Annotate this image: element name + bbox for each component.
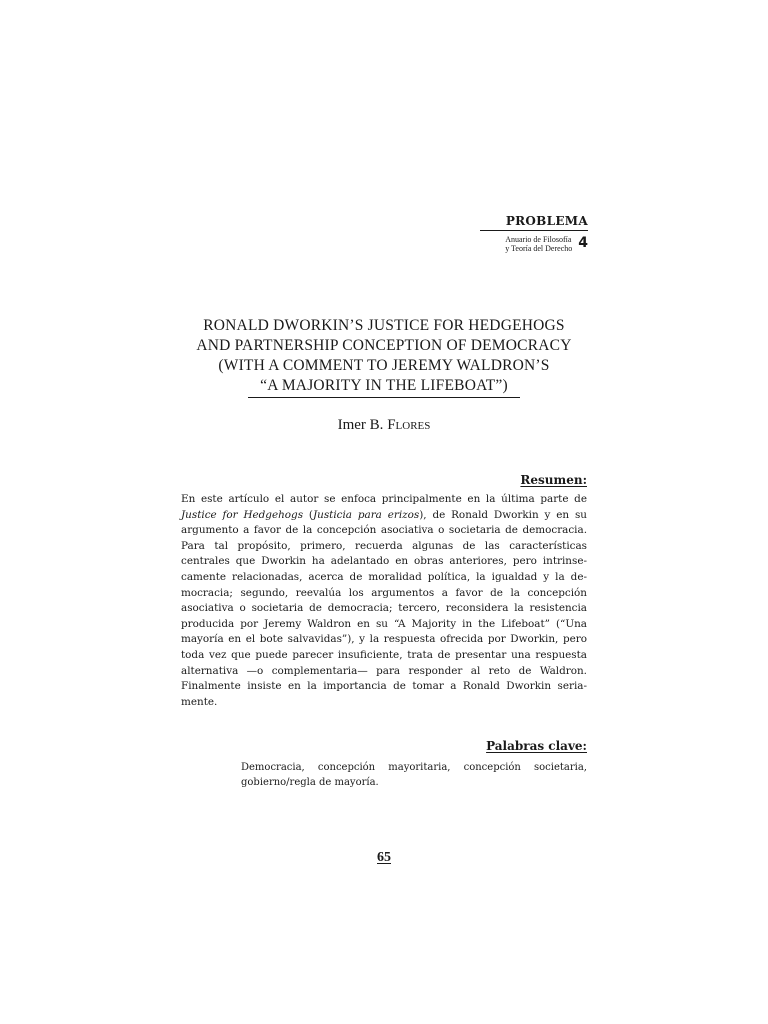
author-first-name: Imer B.	[337, 417, 388, 433]
journal-description-line: Anuario de Filosofía	[505, 235, 572, 244]
title-line: “A MAJORITY IN THE LIFEBOAT”)	[248, 376, 520, 398]
keywords-text: Democracia, concepción mayoritaria, concepción societaria, gobierno/regla de mayoría.	[241, 762, 587, 788]
author-last-name: Flores	[387, 417, 431, 433]
title-line: RONALD DWORKIN’S JUSTICE FOR HEDGEHOGS	[203, 317, 565, 334]
abstract-text-part: (	[303, 508, 313, 521]
abstract-book-title-translation: Justicia para erizos	[312, 508, 420, 521]
keywords-heading: Palabras clave:	[486, 739, 587, 753]
journal-name: PROBLEMA	[480, 214, 588, 231]
abstract-text	[181, 492, 587, 710]
journal-subtitle	[480, 235, 588, 253]
journal-header	[480, 214, 588, 253]
title-line: AND PARTNERSHIP CONCEPTION OF DEMOCRACY	[196, 337, 572, 354]
article-title	[150, 316, 618, 398]
journal-description-line: y Teoría del Derecho	[505, 244, 573, 253]
author-name	[150, 417, 618, 434]
abstract-heading: Resumen:	[520, 473, 587, 487]
journal-description	[505, 235, 572, 253]
page-number: 65	[377, 850, 391, 865]
title-line: (WITH A COMMENT TO JEREMY WALDRON’S	[218, 357, 550, 374]
abstract-text-part: En este artículo el autor se enfoca principalmente en la última parte de	[181, 493, 587, 505]
abstract-book-title: Justice for Hedgehogs	[181, 508, 304, 521]
abstract-text-part: ), de Ronald Dworkin y en su argumento a favor de la concepción asociativa o societaria de democracia. Para tal propósito, primero, recuerda algunas de las características centrales que Dworkin ha adelantado en obras anteriores, pero intrinsecamente relacionadas, acerca de moralidad política, la igualdad y la democracia; segundo, reevalúa los argumentos a favor de la concepción asociativa o societaria de democracia; tercero, reconsidera la resistencia producida por Jeremy Waldron en su “A Majority in the Lifeboat” (“Una mayoría en el bote salvavidas”), y la respuesta ofrecida por Dworkin, pero toda vez que puede parecer insuficiente, trata de presentar una respuesta alternativa —o complementaria— para responder al reto de Waldron. Finalmente insiste en la importancia de tomar a Ronald Dworkin seriamente.	[181, 508, 587, 708]
journal-issue-number: 4	[578, 235, 588, 251]
